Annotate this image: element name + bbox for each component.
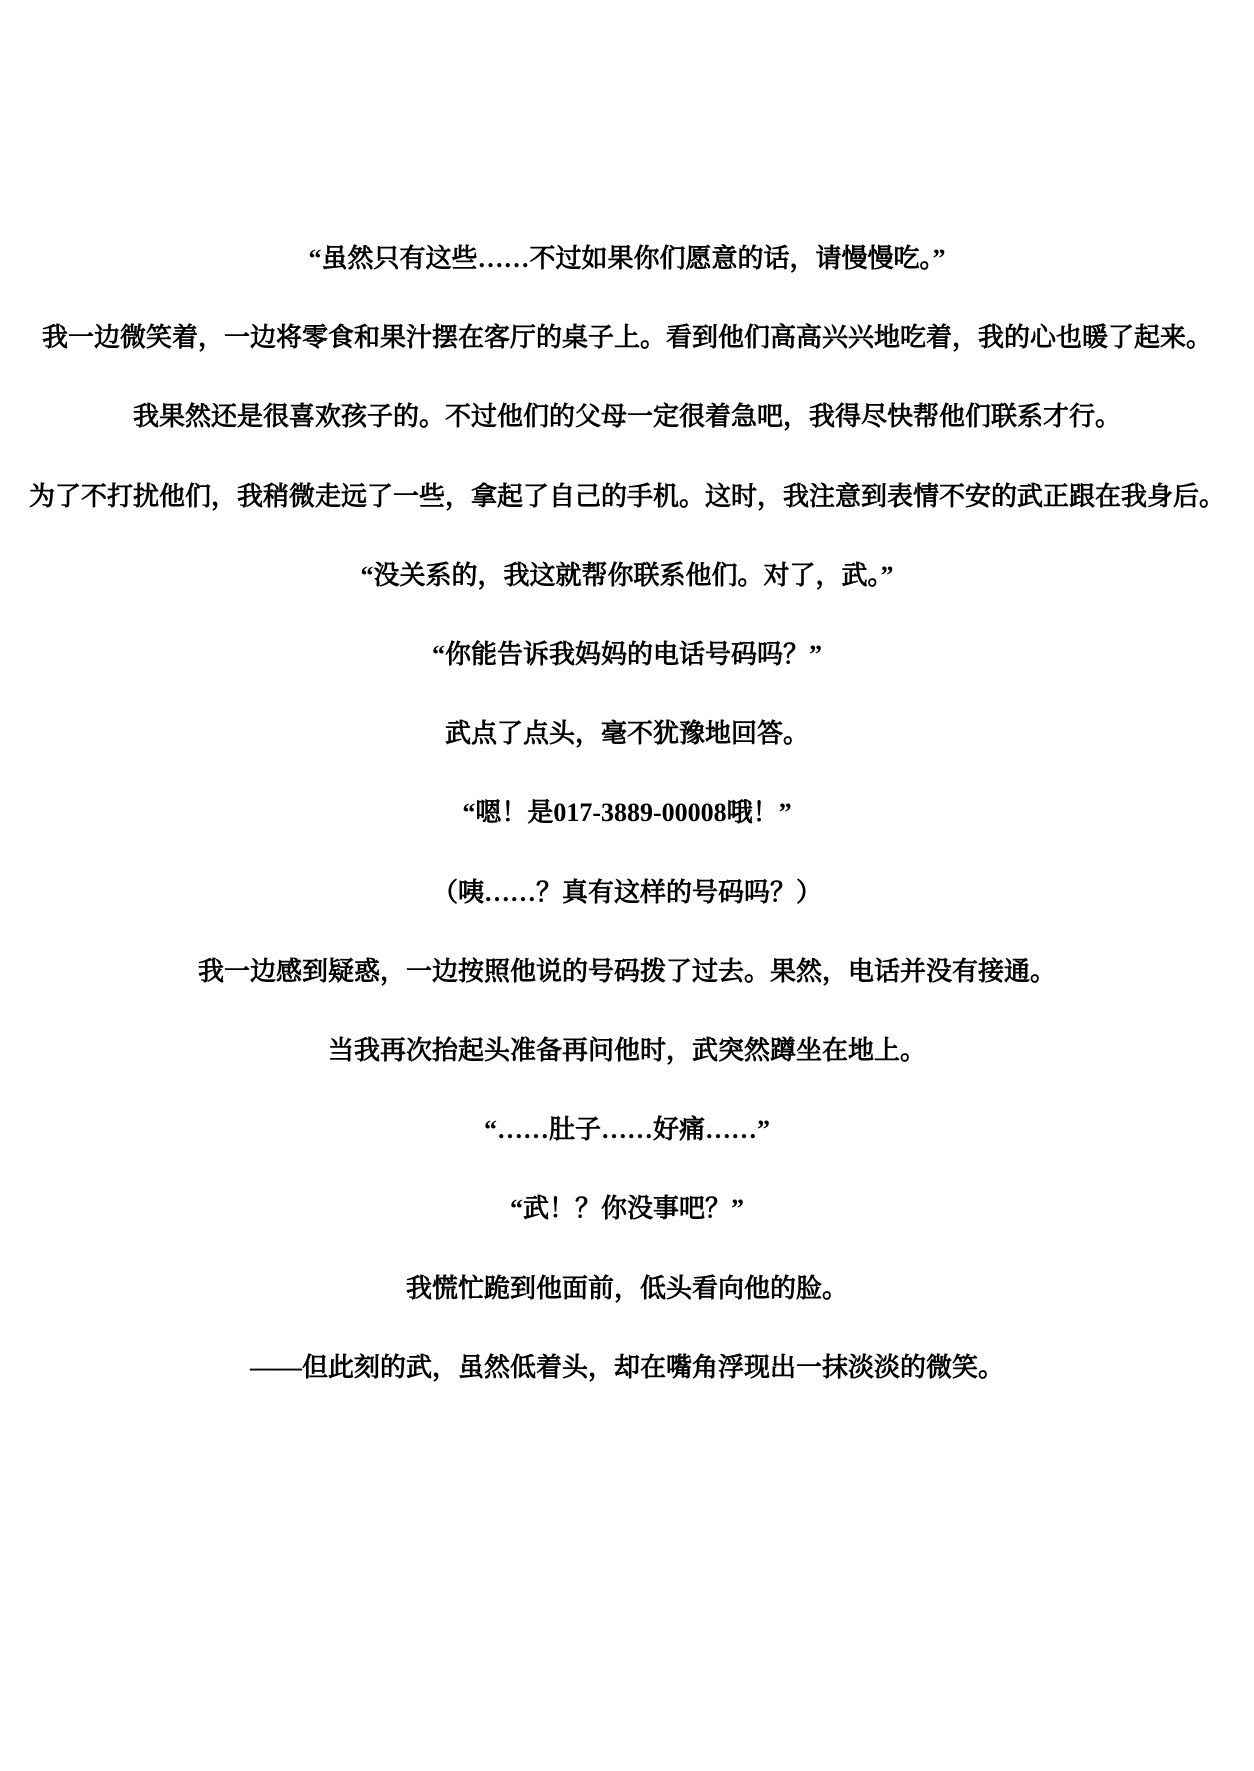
paragraph-line: 我一边感到疑惑，一边按照他说的号码拨了过去。果然，电话并没有接通。 [197, 956, 1056, 986]
paragraph-line: “没关系的，我这就帮你联系他们。对了，武。” [360, 560, 894, 590]
paragraph-line: 为了不打扰他们，我稍微走远了一些，拿起了自己的手机。这时，我注意到表情不安的武正跟在我身后。 [28, 481, 1225, 511]
paragraph-line: （咦……？真有这样的号码吗？） [431, 877, 822, 907]
paragraph-line: 我慌忙跪到他面前，低头看向他的脸。 [405, 1273, 848, 1303]
paragraph-line: “……肚子……好痛……” [483, 1115, 770, 1145]
paragraph-line: “你能告诉我妈妈的电话号码吗？” [431, 640, 822, 670]
paragraph-line: 我果然还是很喜欢孩子的。不过他们的父母一定很着急吧，我得尽快帮他们联系才行。 [132, 402, 1121, 432]
paragraph-line: “武！？你没事吧？” [509, 1194, 744, 1224]
paragraph-line: ——但此刻的武，虽然低着头，却在嘴角浮现出一抹淡淡的微笑。 [249, 1352, 1004, 1382]
paragraph-line: “虽然只有这些……不过如果你们愿意的话，请慢慢吃。” [308, 244, 946, 273]
paragraph-line: 当我再次抬起头准备再问他时，武突然蹲坐在地上。 [327, 1036, 926, 1066]
paragraph-line: 武点了点头，毫不犹豫地回答。 [444, 719, 809, 749]
paragraph-line: 我一边微笑着，一边将零食和果汁摆在客厅的桌子上。看到他们高高兴兴地吃着，我的心也暖了起来。 [41, 323, 1212, 353]
novel-text-block [0, 219, 1254, 1407]
paragraph-line: “嗯！是017-3889-00008哦！” [462, 798, 792, 828]
